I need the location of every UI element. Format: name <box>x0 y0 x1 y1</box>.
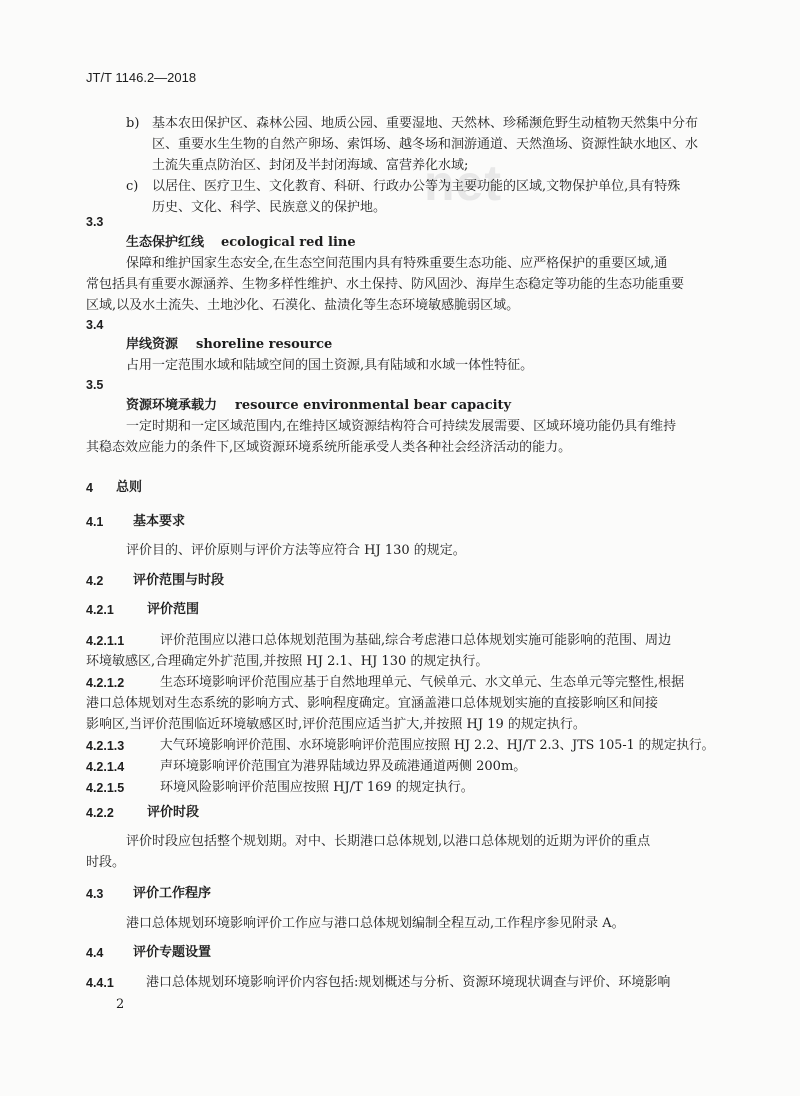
list-item-c-line: 以居住、医疗卫生、文化教育、科研、行政办公等为主要功能的区域,文物保护单位,具有特殊 <box>152 179 681 194</box>
term-definition-line: 常包括具有重要水源涵养、生物多样性维护、水土保持、防风固沙、海岸生态稳定等功能的生态功能重要 <box>86 277 685 292</box>
section-title: 总则 <box>116 480 143 495</box>
section-number: 4.1 <box>86 515 104 529</box>
term-title-en: resource environmental bear capacity <box>235 398 512 413</box>
term-title-zh: 岸线资源 <box>126 337 179 352</box>
paragraph-line: 港口总体规划环境影响评价内容包括:规划概述与分析、资源环境现状调查与评价、环境影响 <box>146 975 671 990</box>
term-definition-line: 占用一定范围水域和陆域空间的国土资源,具有陆域和水域一体性特征。 <box>126 358 534 373</box>
term-number: 3.3 <box>86 215 104 229</box>
term-title-en: ecological red line <box>221 235 356 250</box>
term-number: 3.5 <box>86 378 104 392</box>
section-number: 4.3 <box>86 887 104 901</box>
watermark: net <box>424 155 502 211</box>
term-definition-line: 其稳态效应能力的条件下,区域资源环境系统所能承受人类各种社会经济活动的能力。 <box>86 440 572 455</box>
term-definition-line: 保障和维护国家生态安全,在生态空间范围内具有特殊重要生态功能、应严格保护的重要区域,通 <box>126 256 668 271</box>
term-definition-line: 区域,以及水土流失、土地沙化、石漠化、盐渍化等生态环境敏感脆弱区域。 <box>86 298 520 313</box>
term-title-zh: 生态保护红线 <box>126 235 205 250</box>
paragraph-line: 声环境影响评价范围宜为港界陆域边界及疏港通道两侧 200m。 <box>160 759 527 774</box>
section-number: 4.2.1 <box>86 603 114 617</box>
list-item-b-line: 区、重要水生生物的自然产卵场、索饵场、越冬场和洄游通道、天然渔场、资源性缺水地区、水 <box>152 137 699 152</box>
section-number: 4.4 <box>86 946 104 960</box>
clause-number: 4.2.1.3 <box>86 739 125 753</box>
paragraph-line: 港口总体规划对生态系统的影响方式、影响程度确定。宜涵盖港口总体规划实施的直接影响区和间接 <box>86 696 659 711</box>
list-label-b: b) <box>126 116 140 131</box>
clause-number: 4.2.1.2 <box>86 676 125 690</box>
section-title: 评价时段 <box>147 805 200 820</box>
paragraph-line: 大气环境影响评价范围、水环境影响评价范围应按照 HJ 2.2、HJ/T 2.3、JTS 105-1 的规定执行。 <box>160 738 715 753</box>
section-number: 4.2.2 <box>86 806 114 820</box>
section-title: 基本要求 <box>133 514 186 529</box>
clause-number: 4.2.1.4 <box>86 760 125 774</box>
clause-number: 4.2.1.1 <box>86 634 125 648</box>
paragraph-line: 环境风险影响评价范围应按照 HJ/T 169 的规定执行。 <box>160 780 474 795</box>
section-title: 评价范围 <box>147 602 200 617</box>
standard-number-header: JT/T 1146.2—2018 <box>86 70 197 85</box>
list-item-b-line: 土流失重点防治区、封闭及半封闭海域、富营养化水域; <box>152 158 469 173</box>
section-number: 4.2 <box>86 574 104 588</box>
page-number: 2 <box>116 997 125 1012</box>
section-title: 评价专题设置 <box>133 945 212 960</box>
section-title: 评价工作程序 <box>133 886 212 901</box>
paragraph-line: 评价目的、评价原则与评价方法等应符合 HJ 130 的规定。 <box>126 543 466 558</box>
paragraph-line: 港口总体规划环境影响评价工作应与港口总体规划编制全程互动,工作程序参见附录 A。 <box>126 916 625 931</box>
list-label-c: c) <box>126 179 139 194</box>
clause-number: 4.2.1.5 <box>86 781 125 795</box>
term-title-zh: 资源环境承载力 <box>126 398 218 413</box>
list-item-b-line: 基本农田保护区、森林公园、地质公园、重要湿地、天然林、珍稀濒危野生动植物天然集中分布 <box>152 116 699 131</box>
section-number: 4 <box>86 481 93 495</box>
paragraph-line: 评价范围应以港口总体规划范围为基础,综合考虑港口总体规划实施可能影响的范围、周边 <box>160 633 672 648</box>
clause-number: 4.4.1 <box>86 976 114 990</box>
paragraph-line: 生态环境影响评价范围应基于自然地理单元、气候单元、水文单元、生态单元等完整性,根据 <box>160 675 685 690</box>
paragraph-line: 评价时段应包括整个规划期。对中、长期港口总体规划,以港口总体规划的近期为评价的重点 <box>126 834 651 849</box>
list-item-c-line: 历史、文化、科学、民族意义的保护地。 <box>152 200 387 215</box>
term-title-en: shoreline resource <box>196 337 333 352</box>
paragraph-line: 影响区,当评价范围临近环境敏感区时,评价范围应适当扩大,并按照 HJ 19 的规定执行。 <box>86 717 586 732</box>
paragraph-line: 时段。 <box>86 855 126 870</box>
term-definition-line: 一定时期和一定区域范围内,在维持区域资源结构符合可持续发展需要、区域环境功能仍具有维持 <box>126 419 677 434</box>
paragraph-line: 环境敏感区,合理确定外扩范围,并按照 HJ 2.1、HJ 130 的规定执行。 <box>86 654 489 669</box>
term-number: 3.4 <box>86 318 104 332</box>
section-title: 评价范围与时段 <box>133 573 225 588</box>
